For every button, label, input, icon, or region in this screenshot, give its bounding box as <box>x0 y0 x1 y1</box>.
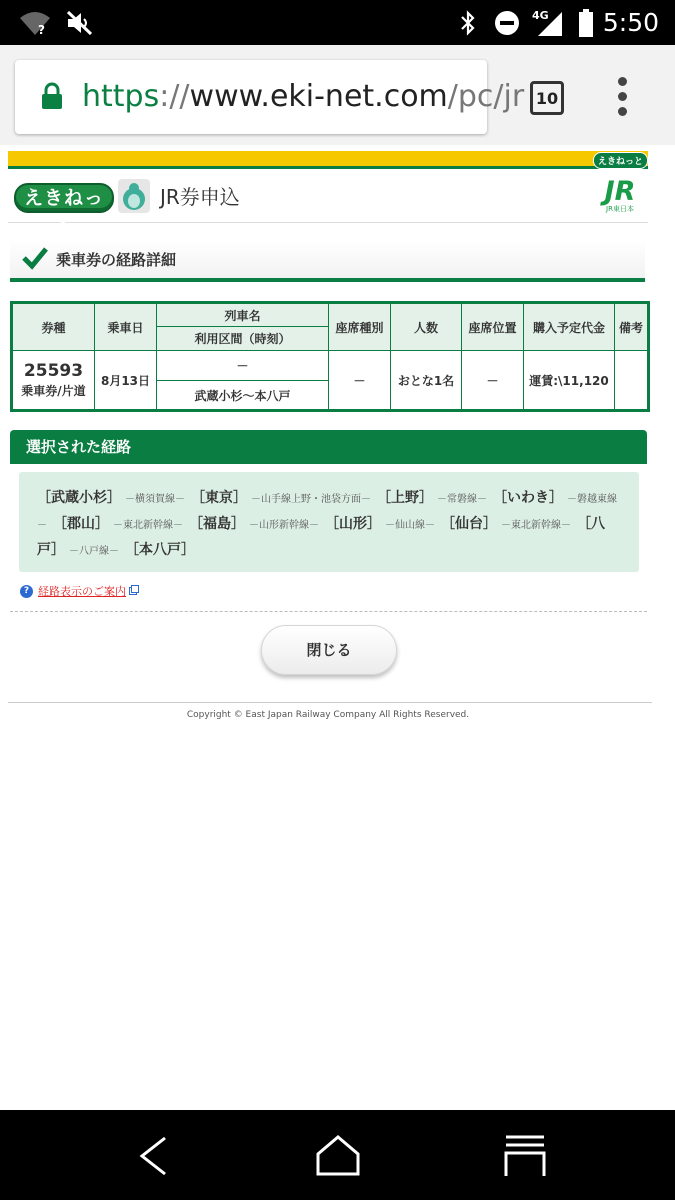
route-line: －東北新幹線－ <box>113 520 183 531</box>
cell-ticket <box>12 351 95 411</box>
do-not-disturb-icon <box>492 0 522 45</box>
route-line: －仙山線－ <box>385 520 435 531</box>
back-icon[interactable] <box>130 1134 180 1178</box>
header-section-time: 利用区間（時刻） <box>157 327 329 351</box>
clock: 5:50 <box>602 8 659 37</box>
header-notes: 備考 <box>615 303 649 351</box>
route-heading: 選択された経路 <box>10 430 647 464</box>
route-station: ［東京］ <box>191 490 247 506</box>
route-station: ［いわき］ <box>493 490 563 506</box>
cell-train-name: － <box>157 351 329 381</box>
network-type: 4G <box>532 8 549 22</box>
cell-seat-position: － <box>462 351 524 411</box>
signal-icon <box>530 0 564 45</box>
status-bar <box>0 0 675 45</box>
navigation-bar <box>0 1110 675 1200</box>
svg-text:?: ? <box>38 22 45 37</box>
route-station: ［本八戸］ <box>125 542 195 558</box>
cell-date: 8月13日 <box>95 351 157 411</box>
route-text <box>37 491 617 558</box>
header-people: 人数 <box>391 303 462 351</box>
table-row <box>12 351 649 381</box>
ekinet-logo[interactable]: えきねっと <box>14 183 114 213</box>
route-guide-link[interactable]: 経路表示のご案内 <box>38 585 126 598</box>
route-line: －山形新幹線－ <box>249 520 319 531</box>
external-link-icon <box>129 585 139 598</box>
route-line: －磐越東線－ <box>37 494 617 531</box>
route-station: ［山形］ <box>325 516 381 532</box>
cell-people: おとな1名 <box>391 351 462 411</box>
address-bar[interactable] <box>15 60 525 134</box>
header-price: 購入予定代金 <box>524 303 615 351</box>
route-station: ［上野］ <box>377 490 433 506</box>
copyright: Copyright © East Japan Railway Company All Rights Reserved. <box>186 710 470 720</box>
route-guide <box>20 582 139 600</box>
home-icon[interactable] <box>313 1134 363 1178</box>
lock-icon <box>41 82 63 114</box>
help-icon: ? <box>20 585 33 598</box>
footer-divider <box>8 702 652 703</box>
header-title: JR券申込 <box>160 185 240 209</box>
route-line: －横須賀線－ <box>125 494 185 505</box>
browser-menu-button[interactable] <box>612 77 632 119</box>
route-line: －山手線上野・池袋方面－ <box>251 494 371 505</box>
route-station: ［仙台］ <box>441 516 497 532</box>
bluetooth-icon <box>456 0 480 45</box>
cell-notes <box>615 351 649 411</box>
ticket-table <box>10 301 650 412</box>
header-date: 乗車日 <box>95 303 157 351</box>
site-header <box>8 171 648 235</box>
ticket-kind: 乗車券/片道 <box>21 384 86 398</box>
route-station: ［郡山］ <box>53 516 109 532</box>
browser-toolbar <box>0 45 675 145</box>
route-details <box>19 472 639 572</box>
recent-apps-icon[interactable] <box>500 1134 550 1178</box>
suica-penguin-icon <box>118 179 150 213</box>
route-line: －常磐線－ <box>437 494 487 505</box>
route-station: ［武蔵小杉］ <box>37 490 121 506</box>
header-seat-type: 座席種別 <box>329 303 391 351</box>
mini-logo: えきねっと <box>593 152 648 169</box>
route-station: ［八戸］ <box>37 516 605 558</box>
cell-price: 運賃:\11,120 <box>524 351 615 411</box>
route-station: ［福島］ <box>189 516 245 532</box>
close-button[interactable]: 閉じる <box>261 625 397 675</box>
route-line: －東北新幹線－ <box>501 520 571 531</box>
ticket-number: 25593 <box>23 361 84 381</box>
top-band <box>8 151 648 169</box>
section-title-text: 乗車券の経路詳細 <box>56 251 177 269</box>
mute-icon <box>64 0 94 45</box>
tab-switcher-button[interactable]: 10 <box>530 81 564 115</box>
wifi-question-icon <box>18 0 52 45</box>
jr-east-logo: JR JR東日本 <box>604 176 636 213</box>
header-train-name: 列車名 <box>157 303 329 327</box>
cell-seat-type: － <box>329 351 391 411</box>
header-ticket-type: 券種 <box>12 303 95 351</box>
checkmark-icon <box>22 245 48 275</box>
route-line: －八戸線－ <box>69 546 119 557</box>
url-text: https://www.eki-net.com/pc/jr <box>82 79 525 114</box>
page-content <box>0 145 675 1110</box>
divider <box>10 611 647 612</box>
cell-section: 武蔵小杉～本八戸 <box>157 381 329 411</box>
header-seat-position: 座席位置 <box>462 303 524 351</box>
section-title <box>10 240 645 282</box>
battery-icon <box>576 0 596 45</box>
